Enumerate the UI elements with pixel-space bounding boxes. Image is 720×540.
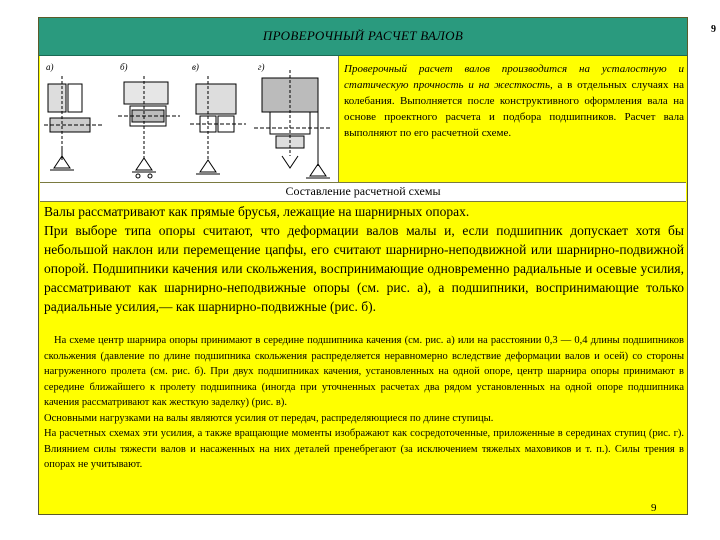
title-bar — [39, 18, 687, 56]
intro-italic-text: Проверочный расчет валов производится на усталостную и статическую прочность и на жесткость, — [344, 63, 684, 91]
bearing-schemes-svg — [40, 56, 338, 182]
section-header-bar — [40, 182, 686, 202]
small-paragraph-3: На расчетных схемах эти усилия, а также вращающие моменты изображают как сосредоточенные, приложенные в серединах ступиц (рис. г). Влиянием силы тяжести валов и насаженных на них деталей пренебрегают (за исключением тяжелых маховиков и т. п.). Силы трения в опорах не учитывают. — [44, 428, 684, 470]
scheme-d — [254, 70, 332, 178]
figure-label-b: б) — [120, 62, 128, 72]
page-number: 9 — [651, 502, 657, 514]
scheme-b — [118, 76, 180, 178]
section-title: Составление расчетной схемы — [285, 184, 441, 198]
figure-label-d: г) — [258, 62, 265, 72]
main-text-block — [44, 202, 684, 316]
corner-page-number: 9 — [711, 24, 716, 35]
small-text-block — [44, 333, 684, 473]
page-title: ПРОВЕРОЧНЫЙ РАСЧЕТ ВАЛОВ — [262, 28, 464, 43]
small-paragraph-2: Основными нагрузками на валы являются усилия от передач, распределяющиеся по длине ступицы. — [44, 412, 494, 424]
scheme-c — [190, 76, 246, 174]
main-paragraph-1: Валы рассматривают как прямые брусья, лежащие на шарнирных опорах. — [44, 204, 470, 219]
slide — [38, 17, 688, 515]
main-paragraph-2: При выборе типа опоры считают, что деформации валов малы и, если подшипник допускает хотя бы небольшой наклон или перемещение цапфы, его считают шарнирно-неподвижной или шарнирно-подвижной опорой. Подшипники качения или скольжения, воспринимающие одновременно радиальные и осевые усилия, рассматривают как шарнирно-неподвижные опоры (см. рис. а), а подшипники, воспринимающие только радиальные усилия,— как шарнирно-подвижные (рис. б). — [44, 223, 684, 314]
intro-paragraph — [344, 61, 684, 141]
small-paragraph-1: На схеме центр шарнира опоры принимают в середине подшипника качения (см. рис. а) или на расстоянии 0,3 — 0,4 длины подшипников скольжения (давление по длине подшипника скольжения распределяется неравномерно вследствие деформации валов и осей) со стороны нагруженного пролета (см. рис. б). При двух подшипниках качения, установленных на одной опоре, центр шарнира опоры принимают в середине ближайшего к пролету подшипника (иногда при уточненных расчетах два рядом установленных на одной опоре подшипника качения рассматривают как жесткую заделку) (рис. в). — [44, 335, 684, 408]
scheme-a — [44, 76, 102, 170]
figure-label-a: а) — [46, 62, 54, 72]
figure-label-c: в) — [192, 62, 199, 72]
bearing-diagram-figure — [40, 56, 339, 182]
intro-normal-text: а в отдельных случаях на колебания. Выполняется после конструктивного оформления вала на основе проектного расчета и подбора подшипников. Расчет вала выполняют по его расчетной схеме. — [344, 79, 684, 139]
